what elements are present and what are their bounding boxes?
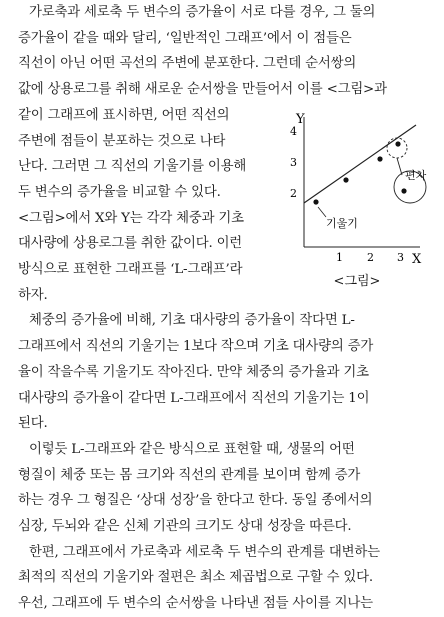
paragraph-1-wrap-line-6: 대사량에 상용로그를 취한 값이다. 이런 bbox=[18, 236, 243, 252]
paragraph-2-line-3: 율이 작을수록 기울기도 작아진다. 만약 체중의 증가율과 기초 bbox=[18, 364, 369, 380]
paragraph-3-line-2: 형질이 체중 또는 몸 크기와 직선의 관계를 보이며 함께 증가 bbox=[18, 467, 361, 483]
data-point bbox=[343, 177, 348, 182]
paragraph-4-line-3: 우선, 그래프에 두 변수의 순서쌍을 나타낸 점들 사이를 지나는 bbox=[18, 596, 373, 612]
y-axis-label: Y bbox=[296, 111, 305, 127]
paragraph-2-line-1: 체중의 증가율에 비해, 기초 대사량의 증가율이 작다면 L- bbox=[29, 313, 355, 329]
l-graph bbox=[282, 109, 432, 269]
data-point bbox=[395, 141, 400, 146]
paragraph-1-wrap-line-5: <그림>에서 X와 Y는 각각 체중과 기초 bbox=[18, 210, 244, 226]
paragraph-4-line-1: 한편, 그래프에서 가로축과 세로축 두 변수의 관계를 대변하는 bbox=[29, 544, 380, 560]
deviation-pointer bbox=[397, 158, 402, 175]
paragraph-4 bbox=[18, 540, 432, 617]
x-tick-3: 3 bbox=[397, 250, 404, 264]
paragraph-1-wrap-line-8: 하자. bbox=[18, 287, 48, 303]
paragraph-3-line-4: 심장, 두뇌와 같은 신체 기관의 크기도 상대 성장을 따른다. bbox=[18, 519, 352, 535]
x-axis-label: X bbox=[412, 251, 422, 267]
y-tick-4: 4 bbox=[290, 124, 297, 138]
paragraph-2 bbox=[18, 308, 432, 437]
data-point bbox=[313, 199, 318, 204]
data-point bbox=[401, 188, 406, 193]
paragraph-3 bbox=[18, 437, 432, 540]
slope-pointer bbox=[318, 207, 326, 217]
paragraph-1-line-3: 직선이 아닌 어떤 곡선의 주변에 분포한다. 그런데 순서쌍의 bbox=[18, 56, 357, 72]
paragraph-3-line-1: 이렇듯 L-그래프와 같은 방식으로 표현할 때, 생물의 어떤 bbox=[29, 441, 355, 457]
paragraph-1-wrap-line-7: 방식으로 표현한 그래프를 ‘L-그래프’라 bbox=[18, 262, 243, 278]
y-tick-2: 2 bbox=[290, 186, 297, 200]
paragraph-1-line-2: 증가율이 같을 때와 달리, ‘일반적인 그래프’에서 이 점들은 bbox=[18, 30, 352, 46]
y-tick-3: 3 bbox=[290, 155, 297, 169]
log-graph-figure bbox=[282, 109, 432, 294]
paragraph-1-wrap-line-2: 주변에 점들이 분포하는 것으로 나타 bbox=[18, 133, 226, 149]
paragraph-3-line-3: 하는 경우 그 형질은 ‘상대 성장’을 한다고 한다. 동일 종에서의 bbox=[18, 493, 373, 509]
deviation-label: 편차 bbox=[405, 168, 427, 182]
paragraph-2-line-4: 대사량의 증가율이 같다면 L-그래프에서 직선의 기울기는 1이 bbox=[18, 390, 370, 406]
paragraph-1-line-1: 가로축과 세로축 두 변수의 증가율이 서로 다를 경우, 그 둘의 bbox=[29, 5, 376, 20]
paragraph-1-line-4: 값에 상용로그를 취해 새로운 순서쌍을 만들어서 이를 <그림>과 bbox=[18, 82, 387, 98]
paragraph-4-line-2: 최적의 직선의 기울기와 절편은 최소 제곱법으로 구할 수 있다. bbox=[18, 570, 373, 586]
slope-label: 기울기 bbox=[326, 216, 358, 230]
paragraph-1 bbox=[18, 0, 432, 103]
data-point bbox=[377, 156, 382, 161]
paragraph-1-wrap-line-1: 같이 그래프에 표시하면, 어떤 직선의 bbox=[18, 107, 230, 123]
deviation-highlight bbox=[387, 138, 407, 158]
paragraph-2-line-2: 그래프에서 직선의 기울기는 1보다 작으며 기초 대사량의 증가 bbox=[18, 339, 374, 355]
x-tick-2: 2 bbox=[367, 250, 374, 264]
paragraph-1-wrap-line-4: 두 변수의 증가율을 비교할 수 있다. bbox=[18, 184, 221, 200]
paragraph-1-wrap-line-3: 난다. 그러면 그 직선의 기울기를 이용해 bbox=[18, 159, 247, 175]
figure-caption: <그림> bbox=[333, 273, 381, 289]
x-tick-1: 1 bbox=[336, 250, 343, 264]
paragraph-2-line-5: 된다. bbox=[18, 416, 48, 432]
